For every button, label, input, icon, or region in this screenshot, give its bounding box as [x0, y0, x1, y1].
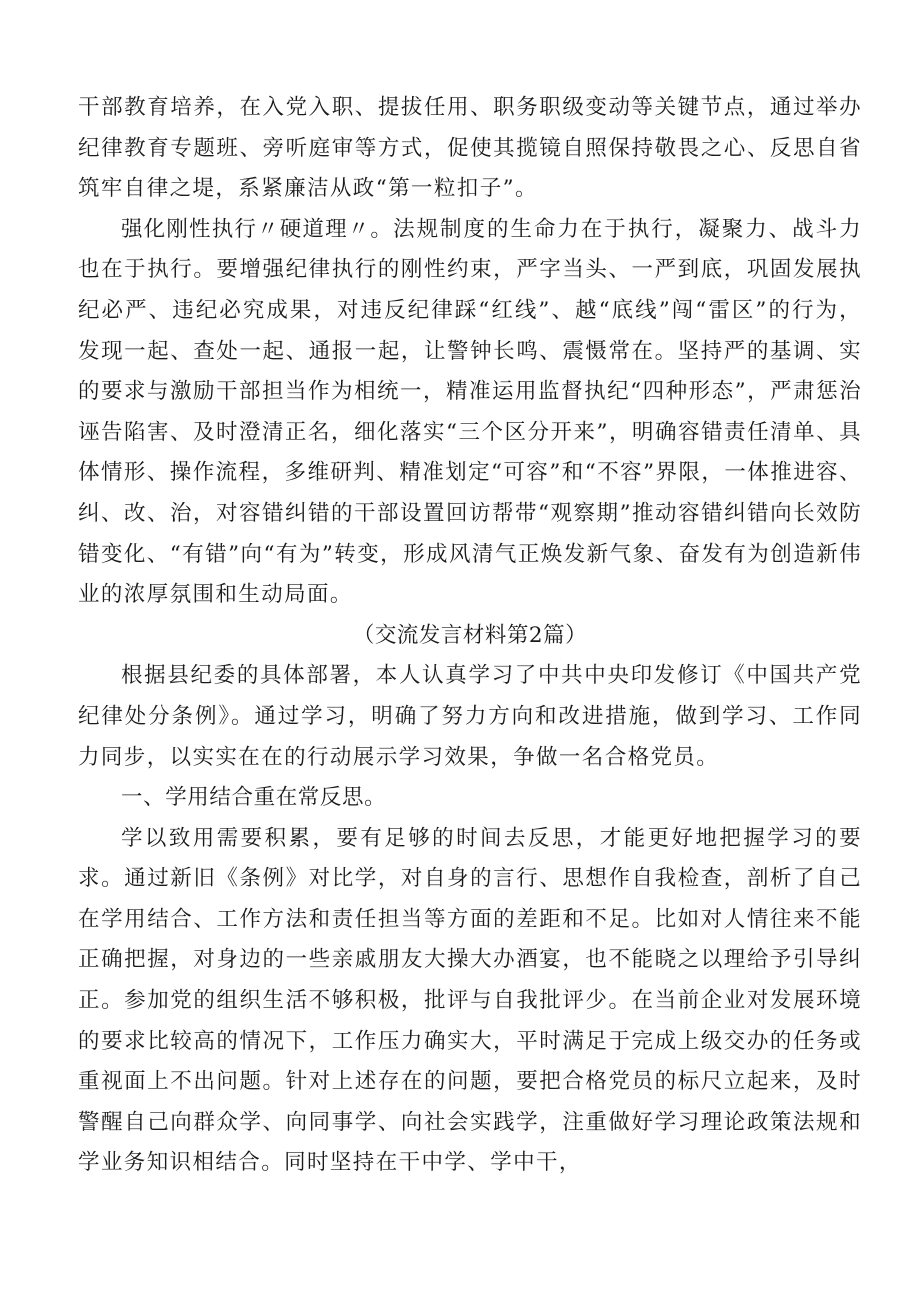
paragraph-body: 法规制度的生命力在于执行，凝聚力、战斗力也在于执行。要增强纪律执行的刚性约束，严字当头、一严到底，巩固发展执纪必严、违纪必究成果，对违反纪律踩“红线”、越“底线”闯“雷区”的行为，发现一起、查处一起、通报一起，让警钟长鸣、震慑常在。坚持严的基调、实的要求与激励干部担当作为相统一，精准运用监督执纪“四种形态”，严肃惩治诬告陷害、及时澄清正名，细化落实“三个区分开来”，明确容错责任清单、具体情形、操作流程，多维研判、精准划定“可容”和“不容”界限，一体推进容、纠、改、治，对容错纠错的干部设置回访帮带“观察期”推动容错纠错向长效防错变化、“有错”向“有为”转变，形成风清气正焕发新气象、奋发有为创造新伟业的浓厚氛围和生动局面。	[78, 216, 862, 608]
paragraph-lead-phrase: 强化刚性执行〃硬道理〃。	[121, 216, 394, 242]
paragraph-strengthen-enforcement	[78, 210, 862, 616]
paragraph-continuation: 干部教育培养，在入党入职、提拔任用、职务职级变动等关键节点，通过举办纪律教育专题班、旁听庭审等方式，促使其揽镜自照保持敬畏之心、反思自省筑牢自律之堤，系紧廉洁从政“第一粒扣子”。	[78, 95, 862, 202]
paragraph-reflection: 学以致用需要积累，要有足够的时间去反思，才能更好地把握学习的要求。通过新旧《条例》对比学，对自身的言行、思想作自我检查，剖析了自己在学用结合、工作方法和责任担当等方面的差距和不足。比如对人情往来不能正确把握，对身边的一些亲戚朋友大操大办酒宴，也不能晓之以理给予引导纠正。参加党的组织生活不够积极，批评与自我批评少。在当前企业对发展环境的要求比较高的情况下，工作压力确实大，平时满足于完成上级交办的任务或重视面上不出问题。针对上述存在的问题，要把合格党员的标尺立起来，及时警醒自己向群众学、向同事学、向社会实践学，注重做好学习理论政策法规和学业务知识相结合。同时坚持在干中学、学中干，	[78, 825, 862, 1176]
paragraph-intro: 根据县纪委的具体部署，本人认真学习了中共中央印发修订《中国共产党纪律处分条例》。通过学习，明确了努力方向和改进措施，做到学习、工作同力同步，以实实在在的行动展示学习效果，争做一名合格党员。	[78, 663, 862, 770]
section-caption: （交流发言材料第2篇）	[352, 622, 588, 648]
section-heading: 一、学用结合重在常反思。	[121, 785, 387, 811]
